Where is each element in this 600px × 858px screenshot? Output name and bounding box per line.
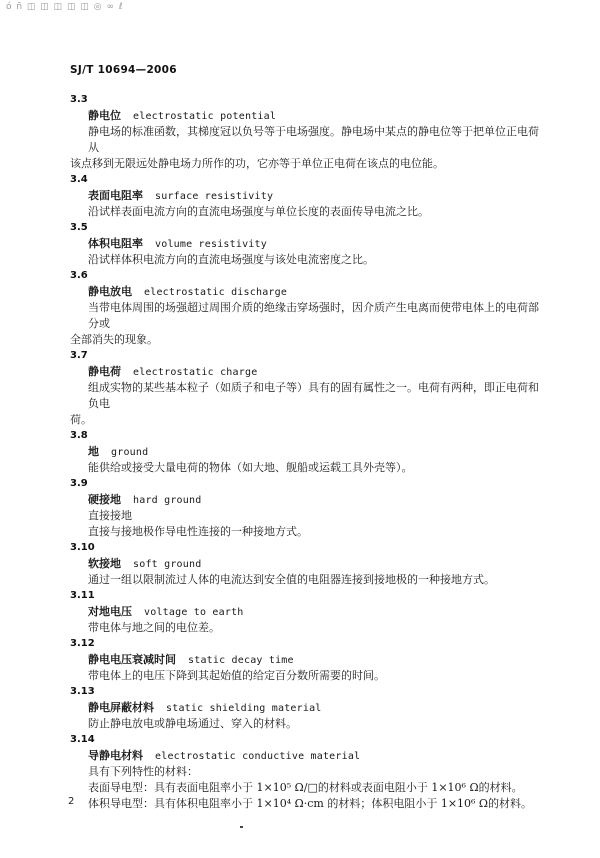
term-heading — [70, 188, 540, 204]
section-3-8 — [70, 428, 540, 476]
section-3-14 — [70, 732, 540, 812]
section-3-12 — [70, 636, 540, 684]
definition-line: 当带电体周围的场强超过周围介质的绝缘击穿场强时，因介质产生电离而使带电体上的电荷部分或 — [88, 301, 539, 330]
term-english: static decay time — [188, 655, 294, 666]
term-heading — [70, 748, 540, 764]
definition-line: 带电体与地之间的电位差。 — [88, 621, 220, 634]
section-3-9 — [70, 476, 540, 540]
section-number: 3.5 — [70, 222, 88, 233]
term-english: static shielding material — [166, 703, 322, 714]
definition-line: 全部消失的现象。 — [70, 333, 158, 346]
term-heading — [70, 364, 540, 380]
term-english: hard ground — [133, 495, 202, 506]
term-heading — [70, 284, 540, 300]
definition-line: 表面导电型：具有表面电阻率小于 1×10⁵ Ω/□的材料或表面电阻小于 1×10⁶ Ω的材料。 — [88, 781, 523, 794]
document-body — [70, 92, 540, 812]
section-number: 3.8 — [70, 430, 88, 441]
section-3-13 — [70, 684, 540, 732]
watermark: ó ñ ◫ ◫ ◫ ◫ ◫ ◎ ∞ ℓ — [6, 2, 124, 12]
definition-line: 防止静电放电或静电场通过、穿入的材料。 — [88, 717, 297, 730]
definition-line: 静电场的标准函数，其梯度冠以负号等于电场强度。静电场中某点的静电位等于把单位正电荷从 — [88, 125, 539, 154]
section-3-5 — [70, 220, 540, 268]
term-heading — [70, 652, 540, 668]
definition-line: 沿试样表面电流方向的直流电场强度与单位长度的表面传导电流之比。 — [88, 205, 429, 218]
term-english: electrostatic charge — [133, 367, 258, 378]
definition-line: 直接接地 — [88, 509, 132, 522]
definition-line: 组成实物的某些基本粒子（如质子和电子等）具有的固有属性之一。电荷有两种，即正电荷和负电 — [88, 381, 539, 410]
term-english: ground — [111, 447, 149, 458]
definition-line: 体积导电型：具有体积电阻率小于 1×10⁴ Ω·cm 的材料；体积电阻小于 1×10⁶ Ω的材料。 — [88, 797, 533, 810]
definition-line: 该点移到无限远处静电场力所作的功，它亦等于单位正电荷在该点的电位能。 — [70, 157, 444, 170]
term-chinese: 静电屏蔽材料 — [88, 701, 154, 714]
term-english: voltage to earth — [144, 607, 244, 618]
term-chinese: 硬接地 — [88, 493, 121, 506]
term-chinese: 体积电阻率 — [88, 237, 143, 250]
term-chinese: 表面电阻率 — [88, 189, 143, 202]
term-chinese: 静电位 — [88, 109, 121, 122]
section-3-7 — [70, 348, 540, 428]
section-number: 3.4 — [70, 174, 88, 185]
term-heading — [70, 492, 540, 508]
section-number: 3.6 — [70, 270, 88, 281]
term-english: electrostatic potential — [133, 111, 277, 122]
term-heading — [70, 444, 540, 460]
section-3-4 — [70, 172, 540, 220]
term-heading — [70, 700, 540, 716]
term-chinese: 静电电压衰减时间 — [88, 653, 176, 666]
scan-speck — [240, 826, 243, 828]
term-chinese: 导静电材料 — [88, 749, 143, 762]
term-chinese: 静电荷 — [88, 365, 121, 378]
definition-line: 荷。 — [70, 413, 92, 426]
section-3-10 — [70, 540, 540, 588]
term-english: surface resistivity — [155, 191, 274, 202]
term-heading — [70, 556, 540, 572]
section-number: 3.7 — [70, 350, 88, 361]
term-chinese: 对地电压 — [88, 605, 132, 618]
term-english: soft ground — [133, 559, 202, 570]
page-number: 2 — [68, 796, 75, 807]
section-number: 3.11 — [70, 590, 95, 601]
section-3-3 — [70, 92, 540, 172]
term-english: electrostatic conductive material — [155, 751, 361, 762]
section-number: 3.3 — [70, 94, 88, 105]
term-chinese: 静电放电 — [88, 285, 132, 298]
section-3-6 — [70, 268, 540, 348]
section-3-11 — [70, 588, 540, 636]
definition-line: 具有下列特性的材料： — [88, 765, 198, 778]
term-heading — [70, 604, 540, 620]
term-chinese: 软接地 — [88, 557, 121, 570]
term-heading — [70, 236, 540, 252]
section-number: 3.9 — [70, 478, 88, 489]
section-number: 3.10 — [70, 542, 95, 553]
section-number: 3.12 — [70, 638, 95, 649]
term-english: electrostatic discharge — [144, 287, 288, 298]
term-chinese: 地 — [88, 445, 99, 458]
definition-line: 直接与接地极作导电性连接的一种接地方式。 — [88, 525, 308, 538]
term-heading — [70, 108, 540, 124]
section-number: 3.13 — [70, 686, 95, 697]
definition-line: 能供给或接受大量电荷的物体（如大地、舰船或运载工具外壳等）。 — [88, 461, 413, 474]
section-number: 3.14 — [70, 734, 95, 745]
standard-code: SJ/T 10694—2006 — [70, 64, 177, 76]
definition-line: 沿试样体积电流方向的直流电场强度与该处电流密度之比。 — [88, 253, 374, 266]
term-english: volume resistivity — [155, 239, 267, 250]
definition-line: 带电体上的电压下降到其起始值的给定百分数所需要的时间。 — [88, 669, 385, 682]
definition-line: 通过一组以限制流过人体的电流达到安全值的电阻器连接到接地极的一种接地方式。 — [88, 573, 495, 586]
